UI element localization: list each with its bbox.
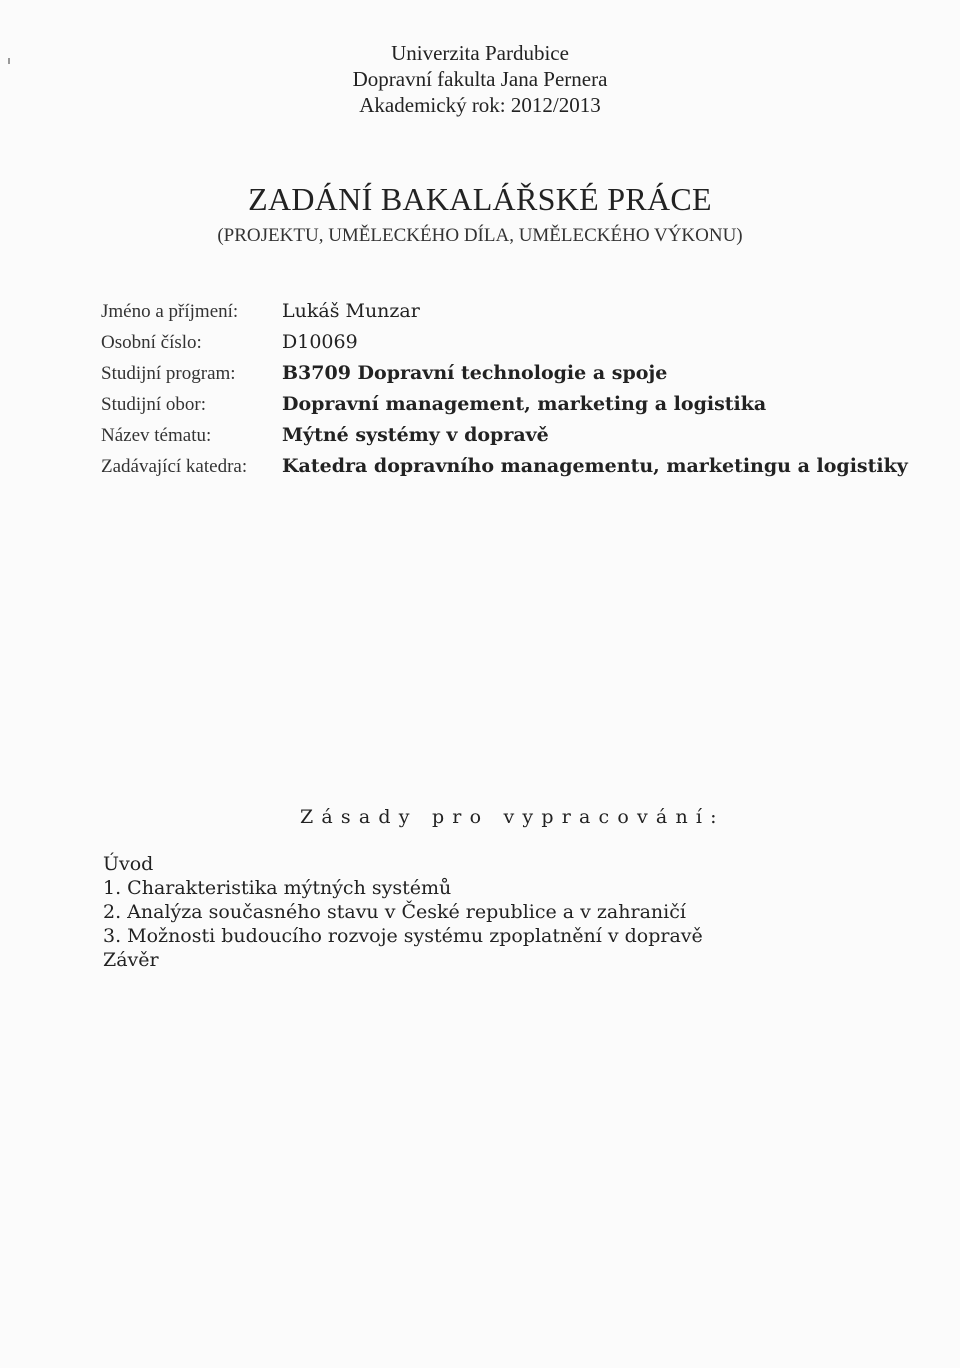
university-name: Univerzita Pardubice — [391, 41, 569, 65]
list-item: 2. Analýza současného stavu v České republice a v zahraničí — [103, 901, 686, 923]
info-label: Jméno a příjmení: — [101, 301, 239, 322]
info-label: Osobní číslo: — [101, 332, 202, 353]
info-value-personal-number: D10069 — [282, 331, 358, 353]
faculty-name: Dopravní fakulta Jana Pernera — [352, 67, 608, 91]
info-value-field: Dopravní management, marketing a logistika — [282, 393, 767, 415]
academic-year: Akademický rok: 2012/2013 — [359, 93, 601, 117]
info-value-name: Lukáš Munzar — [282, 300, 420, 322]
guidelines-heading: Zásady pro vypracování: — [300, 806, 725, 828]
list-item: Závěr — [103, 949, 159, 971]
document-subtitle: (PROJEKTU, UMĚLECKÉHO DÍLA, UMĚLECKÉHO VÝKONU) — [217, 225, 743, 246]
info-label: Název tématu: — [101, 425, 212, 446]
list-item: Úvod — [103, 853, 154, 875]
document-title: ZADÁNÍ BAKALÁŘSKÉ PRÁCE — [248, 181, 712, 217]
info-label: Studijní obor: — [101, 394, 207, 415]
info-value-program: B3709 Dopravní technologie a spoje — [282, 362, 668, 384]
guidelines-list — [103, 852, 703, 972]
info-value-department: Katedra dopravního managementu, marketingu a logistiky — [282, 455, 908, 477]
info-label: Studijní program: — [101, 363, 236, 384]
info-value-topic: Mýtné systémy v dopravě — [282, 424, 549, 446]
list-item: 3. Možnosti budoucího rozvoje systému zpoplatnění v dopravě — [103, 925, 703, 947]
document-header — [0, 40, 960, 118]
list-item: 1. Charakteristika mýtných systémů — [103, 877, 452, 899]
info-label: Zadávající katedra: — [101, 456, 248, 477]
